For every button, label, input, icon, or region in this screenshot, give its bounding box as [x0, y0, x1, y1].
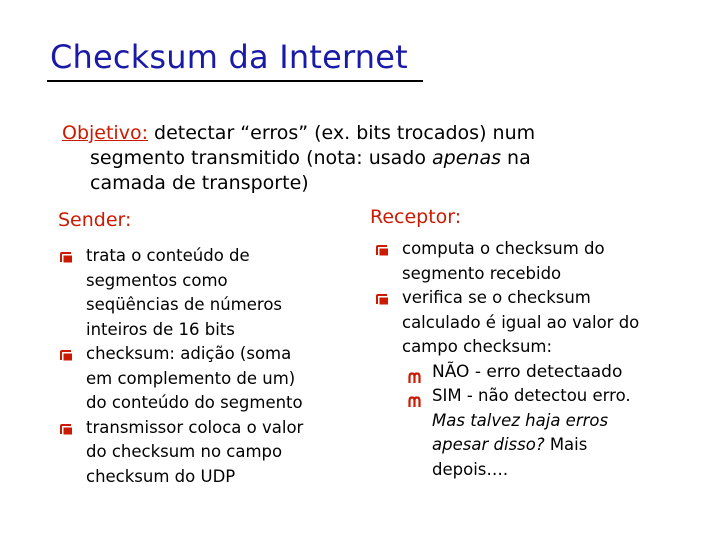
objective-text	[62, 121, 682, 196]
receptor-sub-bullet-2-line-4: depois….	[432, 459, 509, 479]
receptor-sub-bullet-1	[376, 360, 706, 385]
m-bullet-icon	[408, 391, 421, 404]
objective-label: Objetivo:	[62, 122, 148, 144]
sender-bullet-2-line-2: em complemento de um)	[86, 368, 296, 388]
objective-line-2a: segmento transmitido (nota: usado	[90, 147, 433, 169]
sender-bullet-3-line-2: do checksum no campo	[86, 442, 283, 461]
sender-bullet-3	[60, 416, 360, 490]
objective-line-2b: na	[501, 147, 531, 169]
receptor-bullet-1-line-1: computa o checksum do	[402, 239, 605, 258]
receptor-sub-bullet-2-line-3-emphasis: apesar disso?	[432, 435, 545, 454]
objective-line-2-emphasis: apenas	[432, 147, 501, 169]
sender-bullet-1	[60, 244, 360, 342]
receptor-sub-bullet-2-line-3b: Mais	[544, 435, 588, 454]
receptor-bullet-2-line-1: verifica se o checksum	[402, 288, 591, 307]
checkbox-bullet-icon	[60, 350, 73, 361]
sender-bullet-3-line-3: checksum do UDP	[86, 466, 236, 486]
checkbox-bullet-icon	[376, 294, 389, 305]
checkbox-bullet-icon	[376, 245, 389, 256]
receptor-sub-bullet-2-line-2: Mas talvez haja erros	[432, 410, 609, 430]
objective-line-1: detectar “erros” (ex. bits trocados) num	[147, 122, 536, 144]
receptor-bullet-2-line-2: calculado é igual ao valor do	[402, 312, 640, 332]
sender-bullet-2	[60, 342, 360, 416]
sender-bullet-1-line-4: inteiros de 16 bits	[86, 319, 235, 339]
checkbox-bullet-icon	[60, 252, 73, 263]
receptor-sub-bullet-1-line-1: NÃO - erro detectaado	[432, 361, 623, 382]
sender-bullet-1-line-1: trata o conteúdo de	[86, 246, 250, 265]
receptor-heading: Receptor:	[370, 206, 462, 228]
sender-heading: Sender:	[58, 209, 132, 231]
receptor-bullet-1	[376, 237, 706, 286]
sender-bullet-3-line-1: transmissor coloca o valor	[86, 417, 304, 437]
sender-column	[60, 244, 360, 489]
sender-bullet-2-line-3: do conteúdo do segmento	[86, 393, 303, 412]
title-underline	[47, 80, 423, 82]
slide-title: Checksum da Internet	[50, 38, 408, 76]
receptor-sub-bullet-2-line-1: SIM - não detectou erro.	[432, 386, 631, 405]
sender-bullet-1-line-3: seqüências de números	[86, 295, 283, 314]
receptor-sub-bullet-2	[376, 384, 706, 482]
receptor-column	[376, 237, 706, 482]
receptor-bullet-2-line-3: campo checksum:	[402, 337, 553, 356]
sender-bullet-1-line-2: segmentos como	[86, 270, 228, 290]
receptor-bullet-1-line-2: segmento recebido	[402, 263, 562, 283]
m-bullet-icon	[408, 367, 421, 380]
checkbox-bullet-icon	[60, 424, 73, 435]
receptor-bullet-2	[376, 286, 706, 360]
objective-line-3: camada de transporte)	[90, 172, 309, 194]
sender-bullet-2-line-1: checksum: adição (soma	[86, 344, 292, 363]
